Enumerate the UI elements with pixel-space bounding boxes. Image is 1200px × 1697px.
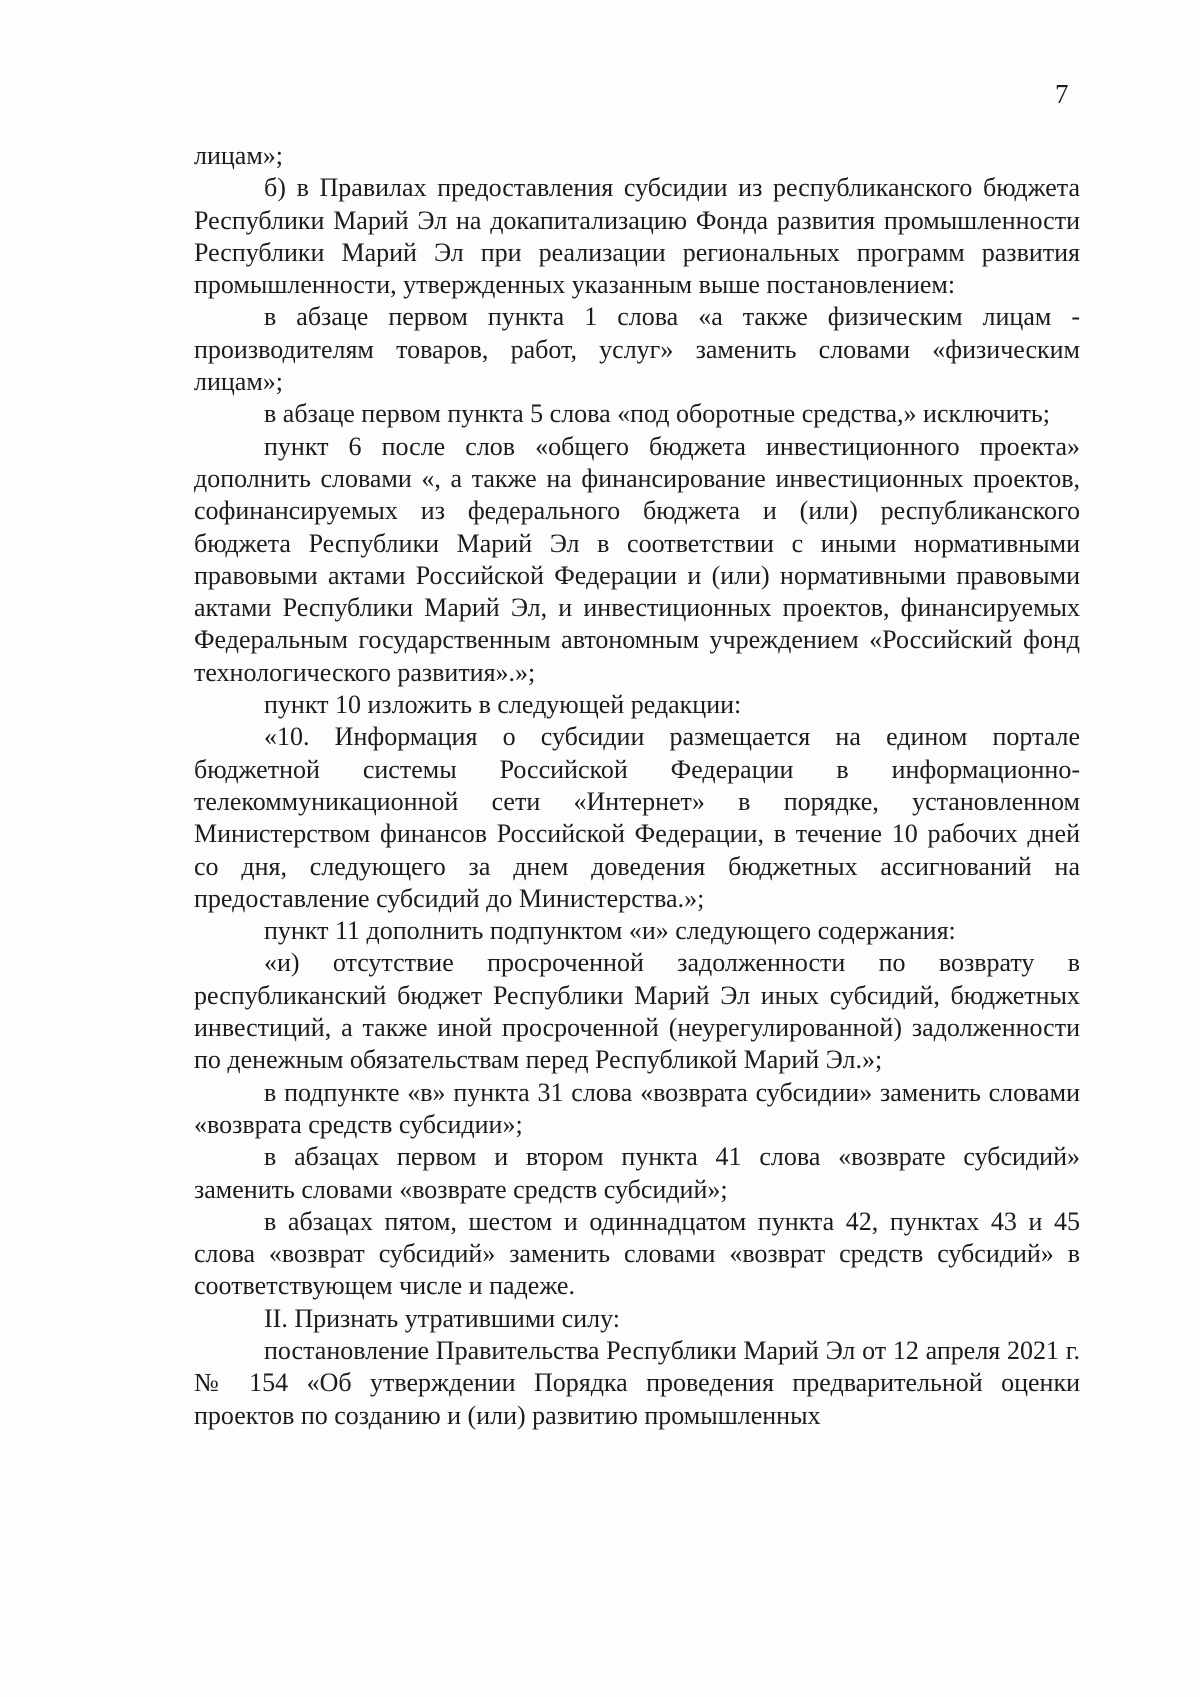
document-body (194, 140, 1080, 1432)
paragraph-continuation: лицам»; (194, 141, 284, 170)
paragraph-amendment-point-1: в абзаце первом пункта 1 слова «а также физическим лицам - производителям товаров, работ, услуг» заменить словами «физическим лицам»; (194, 302, 1080, 397)
paragraph-amendment-point-41: в абзацах первом и втором пункта 41 слова «возврате субсидий» заменить словами «возврате средств субсидий»; (194, 1142, 1080, 1204)
paragraph-amendment-point-10: пункт 10 изложить в следующей редакции: (264, 690, 742, 720)
paragraph-subpoint-i: «и) отсутствие просроченной задолженности по возврату в республиканский бюджет Республики Марий Эл иных субсидий, бюджетных инвестиций, а также иной просроченной (неурегулированной) задолженности по денежным обязательствам перед Республикой Марий Эл.»; (194, 948, 1080, 1075)
paragraph-amendment-point-5: в абзаце первом пункта 5 слова «под оборотные средства,» исключить; (264, 399, 1050, 429)
paragraph-repealed-resolution: постановление Правительства Республики Марий Эл от 12 апреля 2021 г. № 154 «Об утверждении Порядка проведения предварительной оценки проектов по созданию и (или) развитию промышленных (194, 1335, 1080, 1430)
paragraph-amendment-point-11: пункт 11 дополнить подпунктом «и» следующего содержания: (264, 916, 956, 946)
paragraph-amendment-point-6: пункт 6 после слов «общего бюджета инвестиционного проекта» дополнить словами «, а также на финансирование инвестиционных проектов, софинансируемых из федерального бюджета и (или) республиканского бюджета Республики Марий Эл в соответствии с иными нормативными правовыми актами Российской Федерации и (или) нормативными правовыми актами Республики Марий Эл, и инвестиционных проектов, финансируемых Федеральным государственным автономным учреждением «Российский фонд технологического развития».»; (194, 431, 1080, 687)
paragraph-amendment-point-31: в подпункте «в» пункта 31 слова «возврата субсидии» заменить словами «возврата средств субсидии»; (194, 1077, 1080, 1139)
paragraph-point-10-text: «10. Информация о субсидии размещается на едином портале бюджетной системы Российской Федерации в информационно-телекоммуникационной сети «Интернет» в порядке, установленном Министерством финансов Российской Федерации, в течение 10 рабочих дней со дня, следующего за днем доведения бюджетных ассигнований на предоставление субсидий до Министерства.»; (194, 722, 1080, 913)
paragraph-amendment-points-42-45: в абзацах пятом, шестом и одиннадцатом пункта 42, пунктах 43 и 45 слова «возврат субсидий» заменить словами «возврат средств субсидий» в соответствующем числе и падеже. (194, 1206, 1080, 1301)
page-number: 7 (1055, 79, 1069, 109)
paragraph-rules-b: б) в Правилах предоставления субсидии из республиканского бюджета Республики Марий Эл на докапитализацию Фонда развития промышленности Республики Марий Эл при реализации региональных программ развития промышленности, утвержденных указанным выше постановлением: (194, 173, 1080, 300)
paragraph-section-ii: II. Признать утратившими силу: (264, 1303, 620, 1333)
